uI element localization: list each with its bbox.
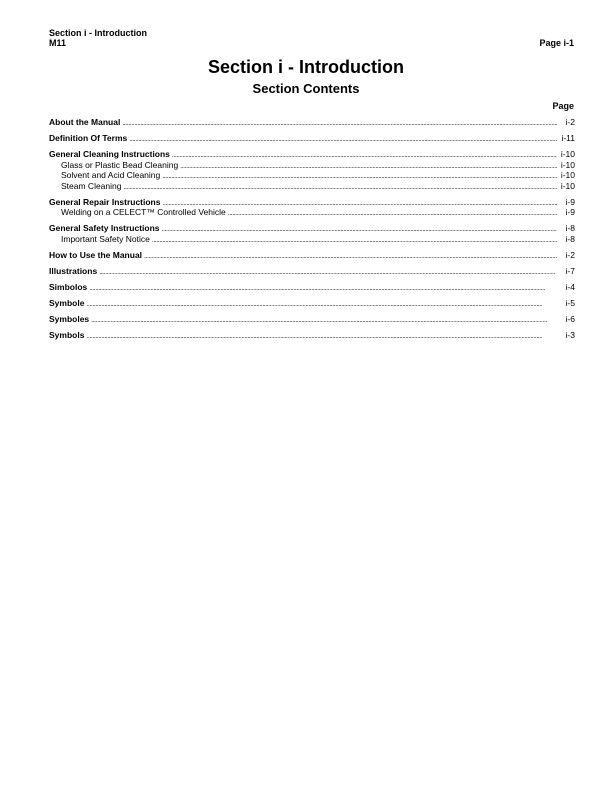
toc-entry[interactable] xyxy=(49,283,575,294)
toc-subentry[interactable] xyxy=(49,171,575,182)
toc-entry-page: i-8 xyxy=(565,233,575,244)
toc-group xyxy=(49,299,575,310)
toc-entry-label: How to Use the Manual xyxy=(49,249,143,260)
toc-entry-label: Important Safety Notice xyxy=(61,233,150,244)
toc-group xyxy=(49,315,575,326)
toc-entry[interactable] xyxy=(49,118,575,129)
dot-leader xyxy=(152,235,557,246)
toc-entry-page: i-10 xyxy=(560,149,575,159)
toc-entry-page: i-7 xyxy=(565,265,575,276)
toc-entry-label: Illustrations xyxy=(49,265,98,276)
dot-leader xyxy=(86,299,557,310)
header-page-number: Page i-1 xyxy=(539,38,574,48)
header-section-name: Section i - Introduction xyxy=(49,28,147,38)
toc-entry-page: i-8 xyxy=(565,223,575,233)
toc-group xyxy=(49,331,575,342)
toc-entry-page: i-5 xyxy=(565,297,575,308)
toc-entry-page: i-4 xyxy=(565,281,575,292)
toc-group xyxy=(49,251,575,262)
toc-subentry[interactable] xyxy=(49,182,575,193)
dot-leader xyxy=(99,267,557,278)
dot-leader xyxy=(91,315,557,326)
toc-group xyxy=(49,118,575,129)
toc-entry-page: i-3 xyxy=(565,329,575,340)
table-of-contents xyxy=(49,118,575,347)
toc-group xyxy=(49,267,575,278)
toc-entry-label: Solvent and Acid Cleaning xyxy=(61,170,161,180)
page-title: Section i - Introduction xyxy=(208,57,404,77)
page-column-label: Page xyxy=(552,101,574,111)
toc-entry-page: i-10 xyxy=(560,180,575,191)
toc-entry-label: About the Manual xyxy=(49,117,121,127)
dot-leader xyxy=(172,150,557,161)
dot-leader xyxy=(162,224,557,235)
dot-leader xyxy=(228,208,557,219)
toc-entry-page: i-10 xyxy=(560,170,575,180)
toc-entry-label: Symboles xyxy=(49,313,90,324)
toc-entry-page: i-9 xyxy=(565,196,575,207)
toc-entry-label: Glass or Plastic Bead Cleaning xyxy=(61,159,179,170)
toc-group xyxy=(49,134,575,145)
toc-entry-label: Steam Cleaning xyxy=(61,180,122,191)
toc-entry-page: i-11 xyxy=(561,133,575,143)
toc-entry-label: Welding on a CELECT™ Controlled Vehicle xyxy=(61,207,226,217)
toc-entry[interactable] xyxy=(49,251,575,262)
toc-entry-label: General Safety Instructions xyxy=(49,223,160,233)
toc-entry-page: i-2 xyxy=(565,117,575,127)
toc-entry[interactable] xyxy=(49,315,575,326)
dot-leader xyxy=(122,118,557,129)
dot-leader xyxy=(144,251,557,262)
toc-entry-page: i-9 xyxy=(565,207,575,217)
toc-entry-label: General Repair Instructions xyxy=(49,196,161,207)
toc-entry-page: i-2 xyxy=(565,249,575,260)
page-subtitle: Section Contents xyxy=(252,81,360,96)
dot-leader xyxy=(86,331,557,342)
toc-entry-page: i-6 xyxy=(565,313,575,324)
toc-entry[interactable] xyxy=(49,150,575,161)
toc-entry-label: Symbole xyxy=(49,297,85,308)
dot-leader xyxy=(129,134,557,145)
toc-group xyxy=(49,224,575,245)
dot-leader xyxy=(180,161,557,172)
toc-entry[interactable] xyxy=(49,224,575,235)
dot-leader xyxy=(162,171,557,182)
toc-entry[interactable] xyxy=(49,299,575,310)
toc-entry-label: Symbols xyxy=(49,329,85,340)
toc-entry-label: Definition Of Terms xyxy=(49,133,128,143)
toc-group xyxy=(49,198,575,219)
toc-subentry[interactable] xyxy=(49,208,575,219)
dot-leader xyxy=(89,283,557,294)
toc-entry-page: i-10 xyxy=(560,159,575,170)
dot-leader xyxy=(123,182,557,193)
toc-group xyxy=(49,150,575,192)
running-header xyxy=(49,28,147,48)
toc-entry[interactable] xyxy=(49,134,575,145)
toc-entry[interactable] xyxy=(49,331,575,342)
toc-entry-label: General Cleaning Instructions xyxy=(49,149,170,159)
toc-entry-label: Simbolos xyxy=(49,281,88,292)
toc-group xyxy=(49,283,575,294)
toc-entry[interactable] xyxy=(49,267,575,278)
toc-subentry[interactable] xyxy=(49,235,575,246)
header-model: M11 xyxy=(49,38,67,48)
